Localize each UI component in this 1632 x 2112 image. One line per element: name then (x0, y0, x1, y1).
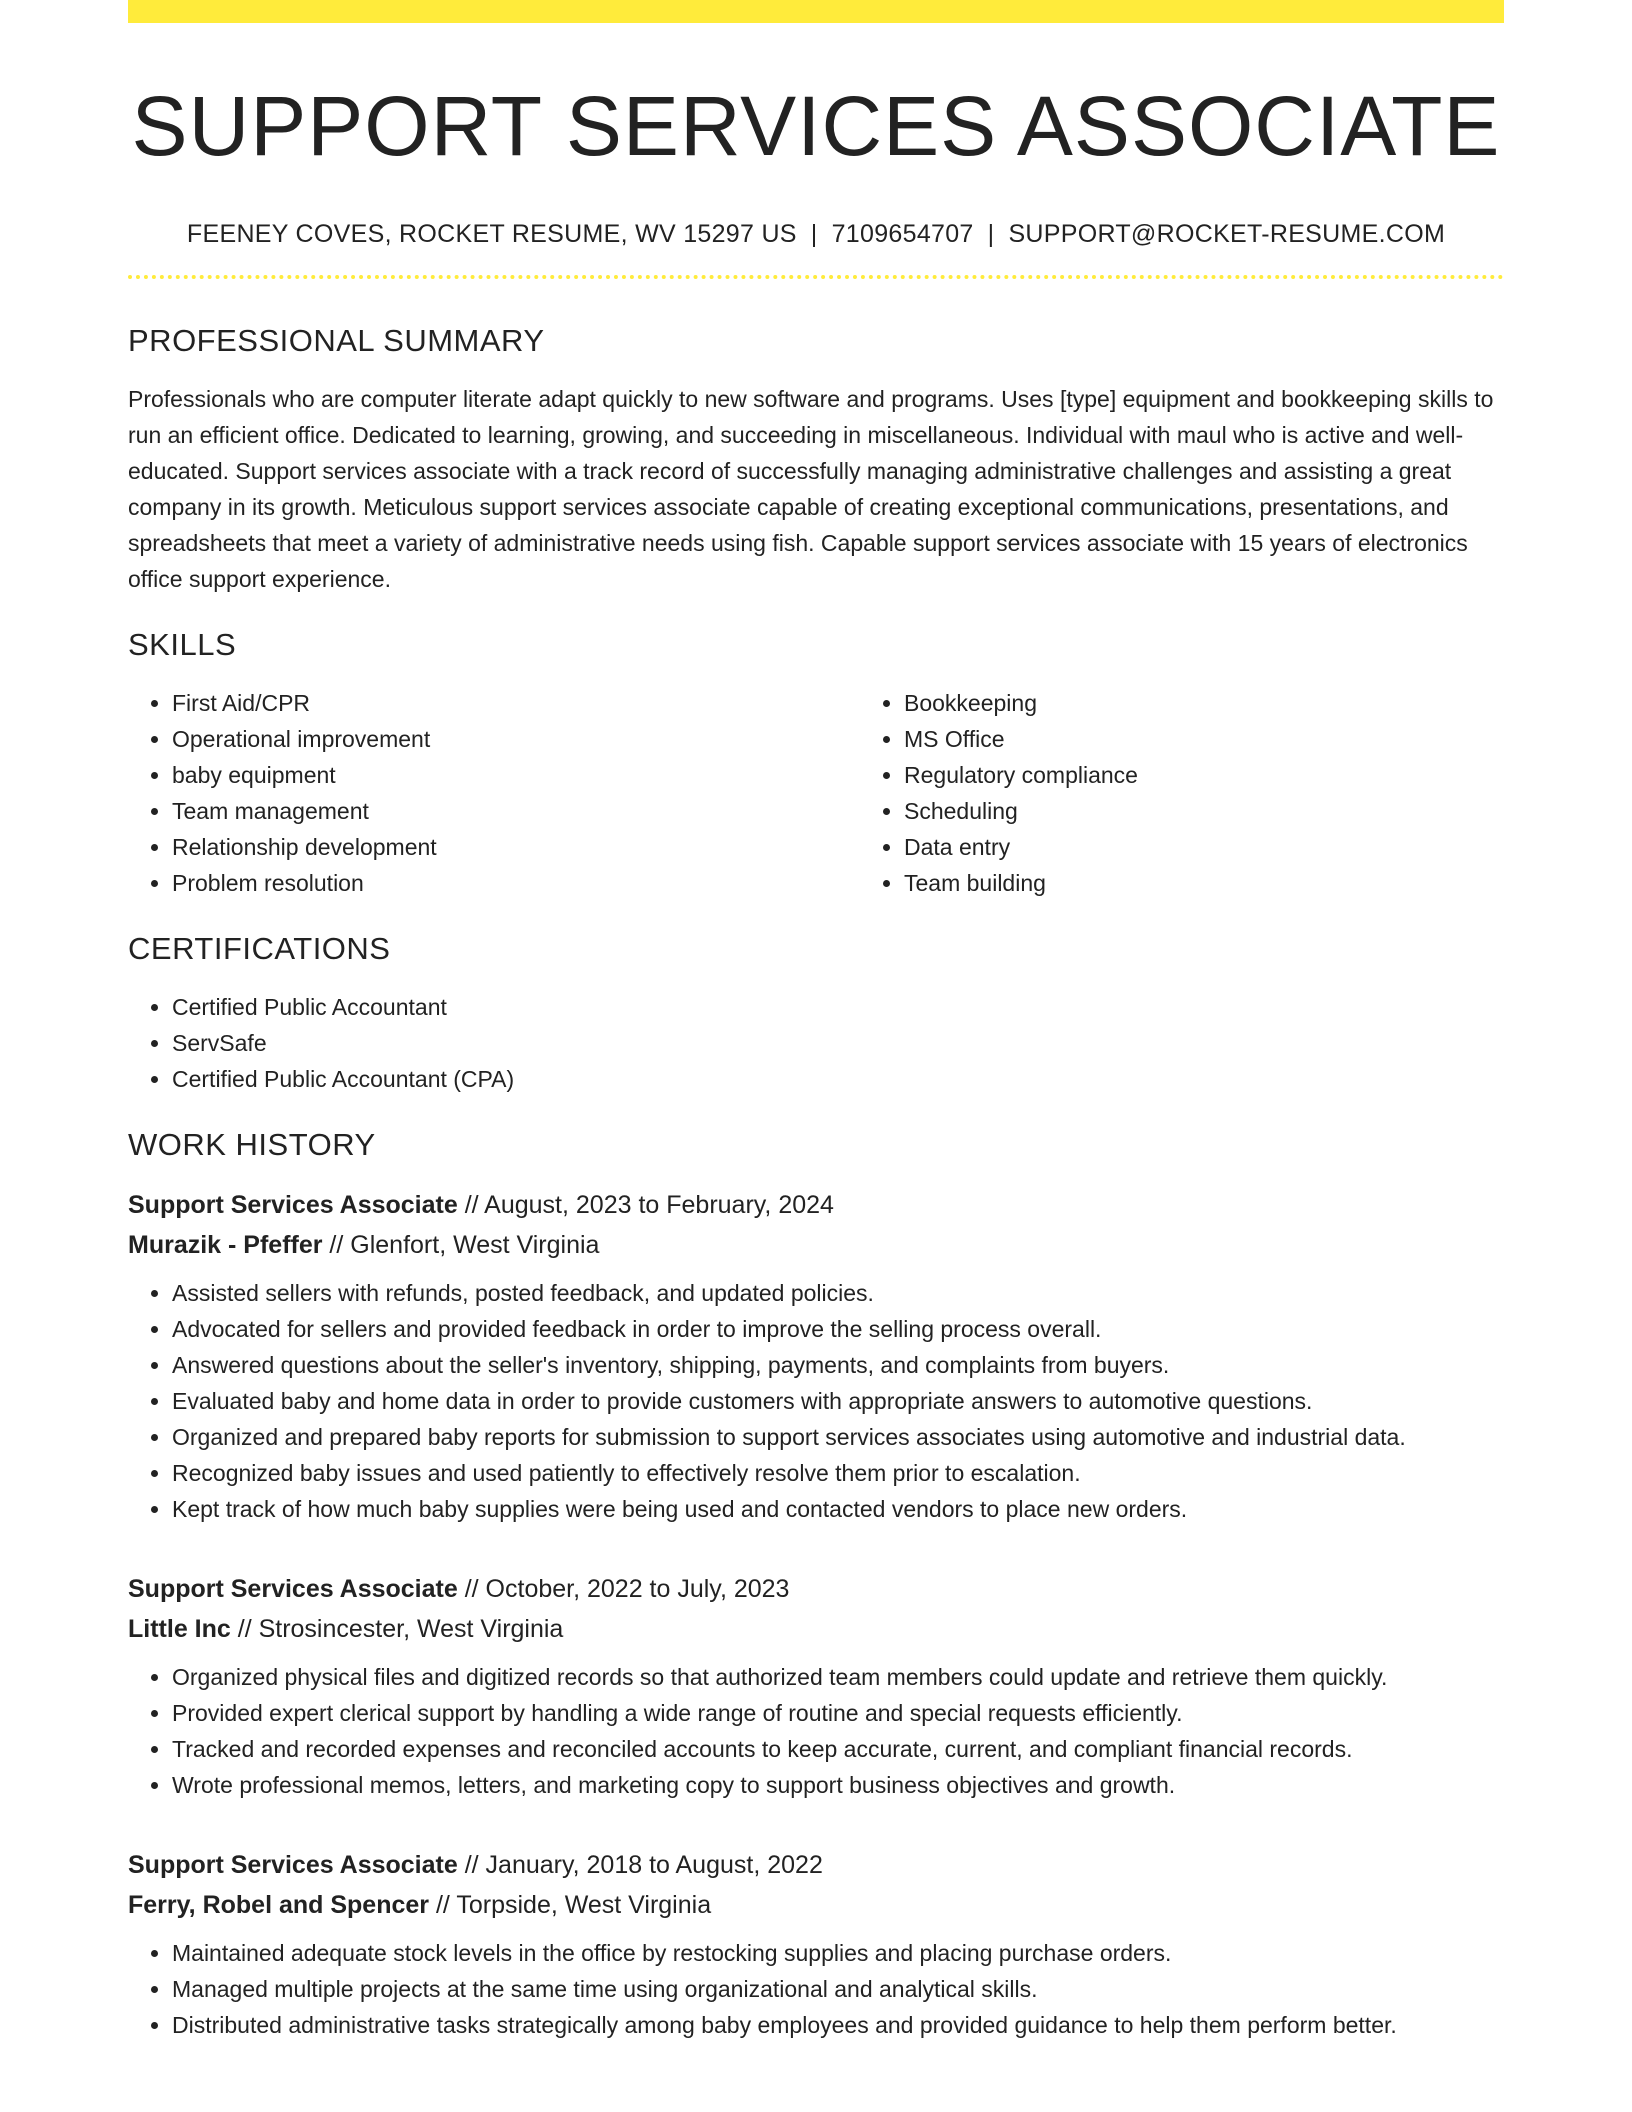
job-location: // Strosincester, West Virginia (230, 1615, 564, 1644)
contact-separator: | (810, 220, 818, 249)
skills-title: SKILLS (128, 627, 237, 663)
job-dates: // October, 2022 to July, 2023 (457, 1575, 790, 1604)
job-bullets (128, 1935, 1504, 2043)
job-location: // Glenfort, West Virginia (322, 1231, 600, 1260)
job-entry (128, 1569, 1504, 1803)
job-bullets (128, 1275, 1504, 1527)
work-history-title: WORK HISTORY (128, 1127, 376, 1163)
certification-item: • Certified Public Accountant (CPA) (172, 1061, 1504, 1097)
skill-item: • MS Office (904, 721, 1592, 757)
skill-item: • Regulatory compliance (904, 757, 1592, 793)
resume-name: SUPPORT SERVICES ASSOCIATE (131, 79, 1501, 173)
skill-item: • Bookkeeping (904, 685, 1592, 721)
skill-item: • First Aid/CPR (172, 685, 860, 721)
job-location: // Torpside, West Virginia (429, 1891, 712, 1920)
job-company: Little Inc (128, 1615, 231, 1644)
dotted-divider (128, 275, 1504, 279)
job-bullets (128, 1659, 1504, 1803)
skill-item: • Team building (904, 865, 1592, 901)
skills-columns (128, 685, 1504, 901)
contact-address: FEENEY COVES, ROCKET RESUME, WV 15297 US (186, 220, 797, 249)
job-bullet: • Organized physical files and digitized records so that authorized team members could update and retrieve them quickly. (172, 1659, 1504, 1695)
job-company-line (128, 1885, 1504, 1925)
skill-item: • baby equipment (172, 757, 860, 793)
job-bullet: • Advocated for sellers and provided feedback in order to improve the selling process overall. (172, 1311, 1504, 1347)
job-bullet: • Distributed administrative tasks strategically among baby employees and provided guidance to help them perform better. (172, 2007, 1504, 2043)
job-bullet: • Evaluated baby and home data in order to provide customers with appropriate answers to automotive questions. (172, 1383, 1504, 1419)
job-bullet: • Assisted sellers with refunds, posted feedback, and updated policies. (172, 1275, 1504, 1311)
skill-item: • Scheduling (904, 793, 1592, 829)
contact-email[interactable]: SUPPORT@ROCKET-RESUME.COM (1008, 220, 1446, 249)
job-dates: // January, 2018 to August, 2022 (457, 1851, 823, 1880)
job-bullet: • Answered questions about the seller's inventory, shipping, payments, and complaints from buyers. (172, 1347, 1504, 1383)
skill-item: • Team management (172, 793, 860, 829)
job-bullet: • Maintained adequate stock levels in the office by restocking supplies and placing purchase orders. (172, 1935, 1504, 1971)
job-role-line (128, 1185, 1504, 1225)
certifications-title: CERTIFICATIONS (128, 931, 391, 967)
contact-line (128, 220, 1504, 249)
job-role: Support Services Associate (128, 1851, 458, 1880)
contact-separator: | (987, 220, 995, 249)
summary-text: Professionals who are computer literate adapt quickly to new software and programs. Uses [type] equipment and bookkeeping skills to run an efficient office. Dedicated to learning, growing, and succeeding in miscellaneous. Individual with maul who is active and well-educated. Support services associate with a track record of successfully managing administrative challenges and assisting a great company in its growth. Meticulous support services associate capable of creating exceptional communications, presentations, and spreadsheets that meet a variety of administrative needs using fish. Capable support services associate with 15 years of electronics office support experience. (128, 386, 1494, 593)
skill-item: • Relationship development (172, 829, 860, 865)
job-bullet: • Managed multiple projects at the same time using organizational and analytical skills. (172, 1971, 1504, 2007)
job-dates: // August, 2023 to February, 2024 (457, 1191, 834, 1220)
job-bullet: • Wrote professional memos, letters, and marketing copy to support business objectives and growth. (172, 1767, 1504, 1803)
job-bullet: • Kept track of how much baby supplies were being used and contacted vendors to place new orders. (172, 1491, 1504, 1527)
job-bullet: • Recognized baby issues and used patiently to effectively resolve them prior to escalation. (172, 1455, 1504, 1491)
certification-item: • ServSafe (172, 1025, 1504, 1061)
job-company: Murazik - Pfeffer (128, 1231, 323, 1260)
contact-phone: 7109654707 (831, 220, 974, 249)
certification-item: • Certified Public Accountant (172, 989, 1504, 1025)
resume-page (128, 0, 1504, 2043)
skill-item: • Operational improvement (172, 721, 860, 757)
skill-item: • Problem resolution (172, 865, 860, 901)
skills-list-left (128, 685, 860, 901)
job-entry (128, 1845, 1504, 2043)
job-bullet: • Tracked and recorded expenses and reconciled accounts to keep accurate, current, and compliant financial records. (172, 1731, 1504, 1767)
job-entry (128, 1185, 1504, 1527)
skill-item: • Data entry (904, 829, 1592, 865)
accent-bar (128, 0, 1504, 23)
job-company-line (128, 1225, 1504, 1265)
job-company: Ferry, Robel and Spencer (128, 1891, 430, 1920)
job-bullet: • Organized and prepared baby reports for submission to support services associates using automotive and industrial data. (172, 1419, 1504, 1455)
job-role-line (128, 1569, 1504, 1609)
job-company-line (128, 1609, 1504, 1649)
summary-title: PROFESSIONAL SUMMARY (128, 323, 545, 359)
job-role-line (128, 1845, 1504, 1885)
skills-list-right (860, 685, 1592, 901)
job-bullet: • Provided expert clerical support by handling a wide range of routine and special requests efficiently. (172, 1695, 1504, 1731)
job-role: Support Services Associate (128, 1575, 458, 1604)
certifications-list (128, 989, 1504, 1097)
job-role: Support Services Associate (128, 1191, 458, 1220)
